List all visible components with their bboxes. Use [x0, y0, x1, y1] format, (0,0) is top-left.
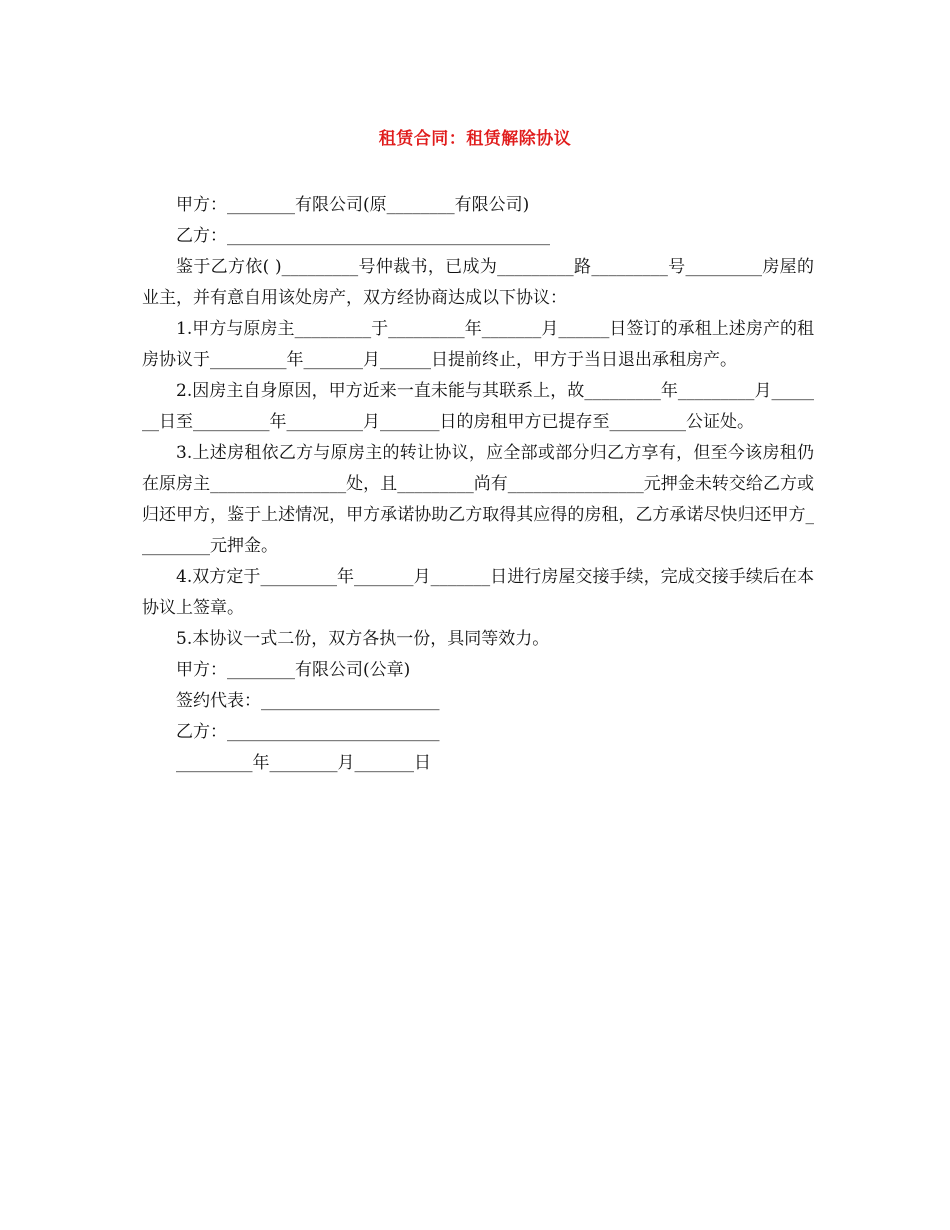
- clause-5: 5.本协议一式二份，双方各执一份，具同等效力。: [176, 629, 550, 649]
- signature-representative: 签约代表：_____________________: [176, 691, 440, 711]
- signature-date: _________年________月_______日: [176, 753, 431, 773]
- signature-party-a: 甲方：________有限公司(公章): [176, 660, 411, 680]
- document-body: [142, 190, 814, 779]
- clause-1: 1.甲方与原房主_________于_________年_______月______日签订的承租上述房产的租房协议于_________年_______月______日提前终止，甲方于当日退出承租房产。: [142, 319, 814, 370]
- party-b-line: 乙方：______________________________________: [176, 226, 550, 246]
- clause-2: 2.因房主自身原因，甲方近来一直未能与其联系上，故_________年_________月_______日至_________年_________月_______日的房租甲方已提存至_________公证处。: [142, 381, 814, 432]
- preamble-paragraph: 鉴于乙方依( )_________号仲裁书，已成为_________路_________号_________房屋的业主，并有意自用该处房产，双方经协商达成以下协议：: [142, 257, 814, 308]
- signature-party-b: 乙方：_________________________: [176, 722, 440, 742]
- clause-3: 3.上述房租依乙方与原房主的转让协议，应全部或部分归乙方享有，但至今该房租仍在原房主________________处，且_________尚有________________元押金未转交给乙方或归还甲方，鉴于上述情况，甲方承诺协助乙方取得其应得的房租，乙方承诺尽快归还甲方_________元押金。: [142, 443, 814, 556]
- document-title: 租赁合同：租赁解除协议: [378, 129, 572, 149]
- party-a-line: 甲方：________有限公司(原________有限公司): [176, 195, 530, 215]
- clause-4: 4.双方定于_________年_______月_______日进行房屋交接手续，完成交接手续后在本协议上签章。: [142, 567, 814, 618]
